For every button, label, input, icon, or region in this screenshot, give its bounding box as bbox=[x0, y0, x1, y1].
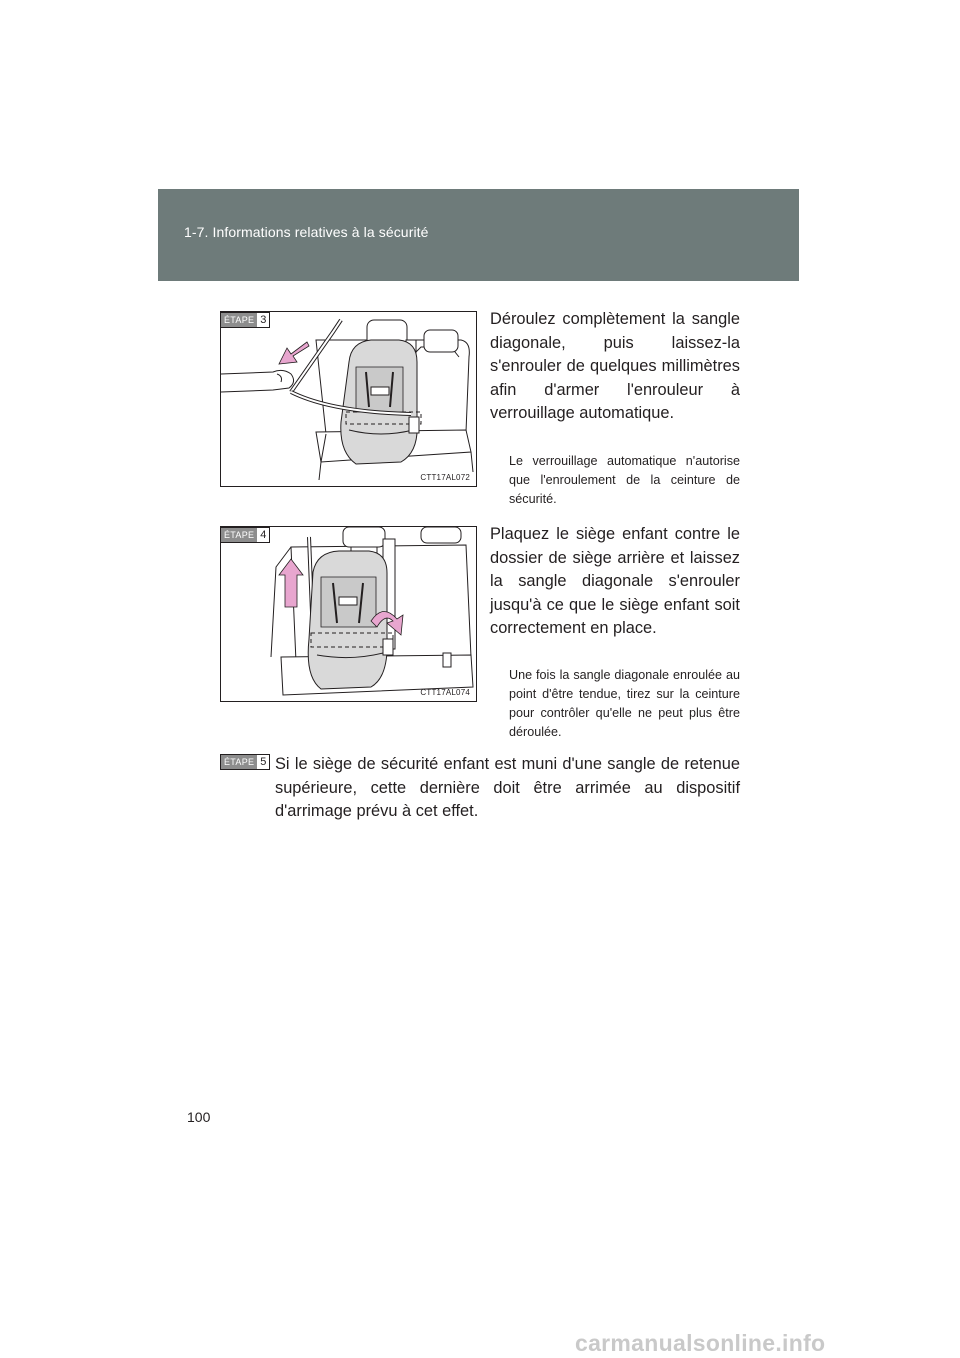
step-3-instruction: Déroulez complètement la sangle diagonale, puis laissez-la s'enrouler de quelques millimètres afin d'armer l'enrouleur à verrouillage automatique. bbox=[490, 310, 740, 423]
step-badge bbox=[220, 754, 270, 770]
section-title: 1-7. Informations relatives à la sécurité bbox=[184, 224, 429, 240]
step-badge-number: 5 bbox=[260, 756, 267, 768]
step-3-illustration bbox=[220, 311, 477, 487]
section-header-band bbox=[158, 189, 799, 281]
step-badge bbox=[220, 312, 270, 328]
step-badge-label: ÉTAPE bbox=[221, 755, 257, 769]
step-4-instruction: Plaquez le siège enfant contre le dossier de siège arrière et laissez la sangle diagonale s'enrouler jusqu'à ce que le siège enfant soit correctement en place. bbox=[490, 525, 740, 638]
step-4-note: Une fois la sangle diagonale enroulée au point d'être tendue, tirez sur la ceinture pour contrôler qu'elle ne peut plus être déroulée. bbox=[509, 668, 740, 739]
child-seat-drawing bbox=[221, 527, 476, 701]
step-5-instruction: Si le siège de sécurité enfant est muni d'une sangle de retenue supérieure, cette dernière doit être arrimée au dispositif d'arrimage prévu à cet effet. bbox=[275, 755, 740, 821]
step-badge bbox=[220, 527, 270, 543]
figure-code: CTT17AL074 bbox=[420, 688, 470, 697]
child-seat-drawing bbox=[221, 312, 476, 486]
step-badge-number: 3 bbox=[260, 314, 267, 326]
step-3-note: Le verrouillage automatique n'autorise que l'enroulement de la ceinture de sécurité. bbox=[509, 454, 740, 506]
step-badge-number: 4 bbox=[260, 529, 267, 541]
step-4-illustration bbox=[220, 526, 477, 702]
step-badge-label: ÉTAPE bbox=[221, 313, 257, 327]
page-number: 100 bbox=[187, 1109, 211, 1125]
step-badge-label: ÉTAPE bbox=[221, 528, 257, 542]
watermark: carmanualsonline.info bbox=[575, 1330, 826, 1356]
figure-code: CTT17AL072 bbox=[420, 473, 470, 482]
